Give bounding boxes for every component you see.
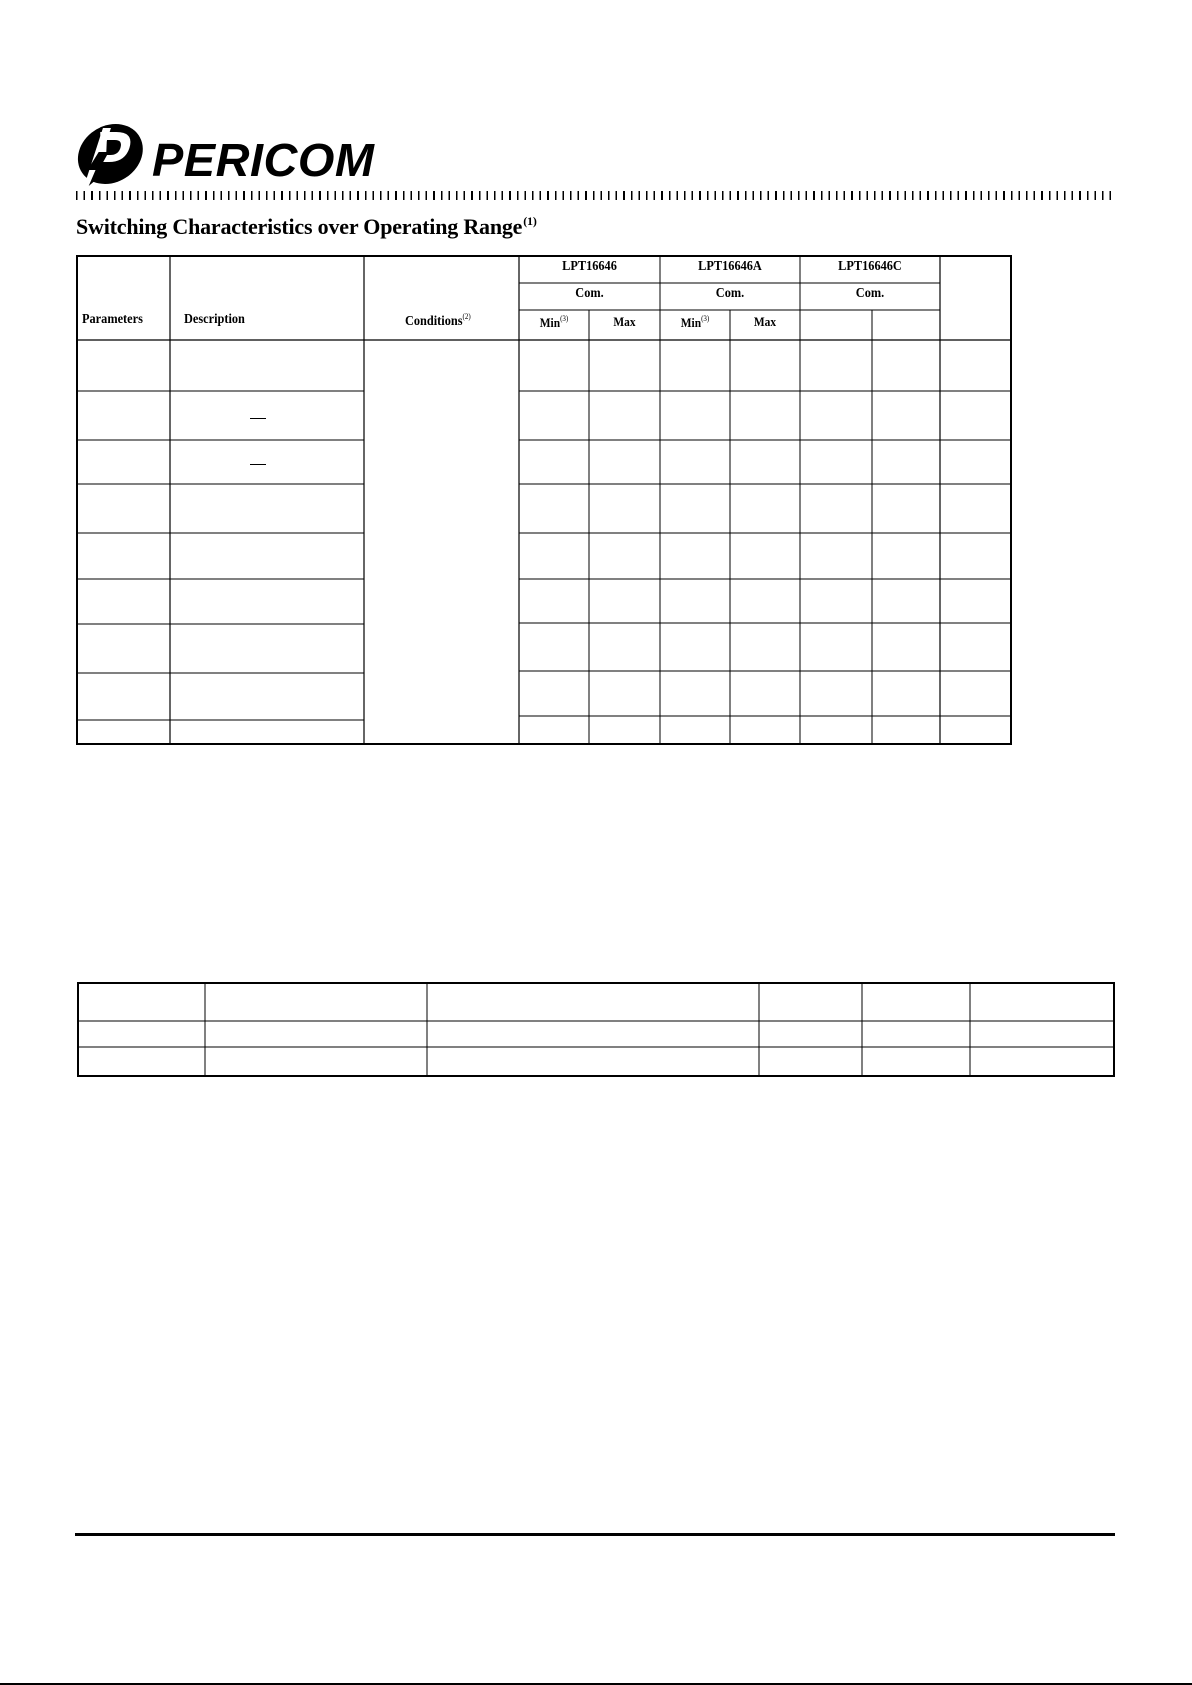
header-part-lpt16646c: LPT16646C <box>838 259 902 274</box>
header-max-lpt16646: Max <box>613 314 636 329</box>
dotted-separator <box>76 191 1112 200</box>
header-conditions: Conditions$^{(2)}$ <box>405 312 471 329</box>
header-min-lpt16646: Min$^{(3)}$ <box>539 314 569 330</box>
overline-mark <box>250 464 266 465</box>
pericom-logo <box>74 122 394 188</box>
header-part-lpt16646a: LPT16646A <box>698 259 762 274</box>
header-part-lpt16646: LPT16646 <box>562 259 617 274</box>
header-min-lpt16646a: Min$^{(3)}$ <box>680 314 710 330</box>
brand-name: PERICOM <box>152 134 375 186</box>
overline-mark <box>250 418 266 419</box>
header-grade-lpt16646a: Com. <box>715 286 745 301</box>
header-grade-lpt16646c: Com. <box>855 286 885 301</box>
header-description: Description <box>184 312 245 327</box>
header-max-lpt16646a: Max <box>753 314 777 329</box>
footer-rule <box>75 1533 1115 1536</box>
header-parameters: Parameters <box>82 312 143 327</box>
section-title-note: (1) <box>523 214 537 228</box>
header-grade-lpt16646: Com. <box>575 286 604 301</box>
section-title: Switching Characteristics over Operating Range$^{(1)}$ <box>76 214 537 239</box>
